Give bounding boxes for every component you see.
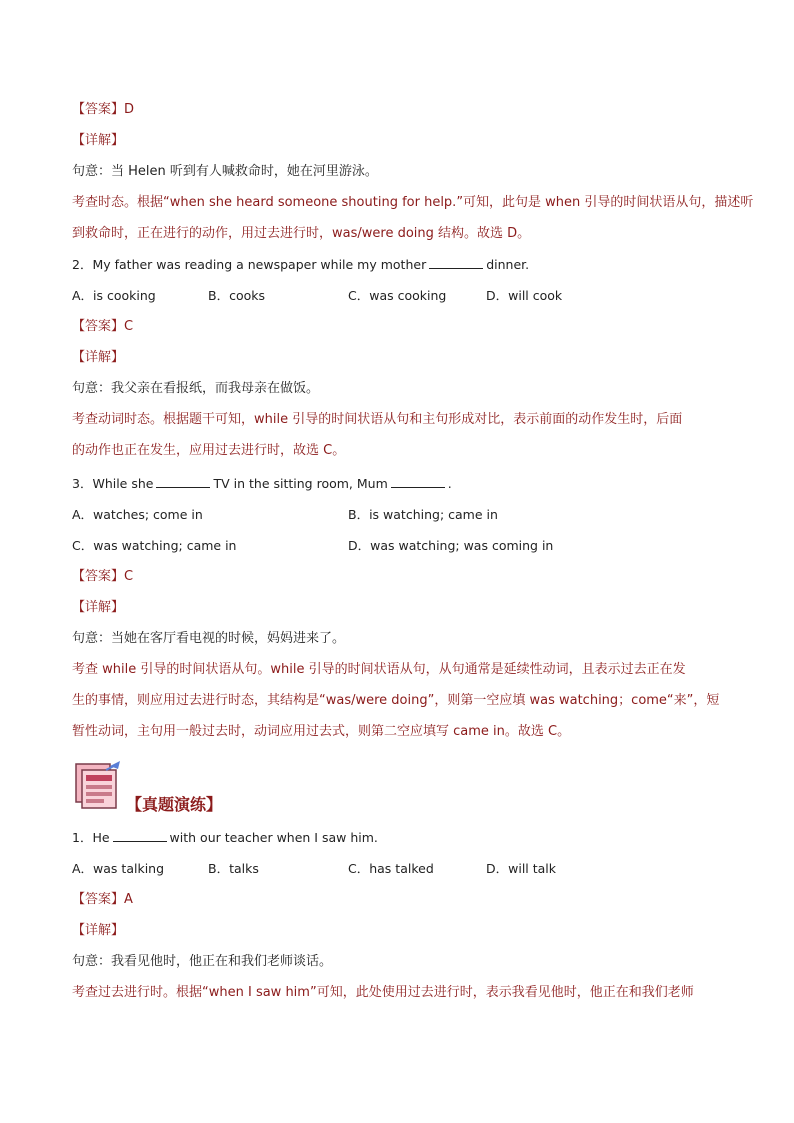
answer-blank [113, 829, 167, 842]
stem-text: 1．He [72, 830, 110, 845]
stem-text: with our teacher when I saw him. [169, 830, 378, 845]
option-d: D．will cook [486, 288, 563, 303]
stem-text: . [447, 476, 452, 491]
answer-label: 【答案】D [72, 102, 135, 117]
option-b: B．is watching; came in [348, 507, 498, 522]
stem-text: dinner. [486, 257, 530, 272]
answer-label: 【答案】C [72, 569, 134, 584]
analysis-line: 到救命时，正在进行的动作，用过去进行时，was/were doing 结构。故选 D。 [72, 226, 531, 241]
document-stack-icon [74, 760, 126, 812]
analysis-line: 考查过去进行时。根据“when I saw him”可知，此处使用过去进行时，表示我看见他时，他正在和我们老师 [72, 985, 694, 1000]
option-d: D．was watching; was coming in [348, 538, 554, 553]
question-stem [72, 829, 732, 847]
stem-text: 2．My father was reading a newspaper while my mother [72, 257, 427, 272]
option-a: A．is cooking [72, 288, 156, 303]
answer-label: 【答案】C [72, 319, 134, 334]
option-c: C．was cooking [348, 288, 447, 303]
analysis-line: 暂性动词，主句用一般过去时，动词应用过去式，则第二空应填写 came in。故选 C。 [72, 724, 571, 739]
analysis-line: 考查动词时态。根据题干可知，while 引导的时间状语从句和主句形成对比，表示前面的动作发生时，后面 [72, 412, 683, 427]
detail-label: 【详解】 [72, 923, 125, 938]
sentence-meaning: 句意：我看见他时，他正在和我们老师谈话。 [72, 954, 333, 969]
stem-text: 3．While she [72, 476, 154, 491]
question-stem [72, 475, 732, 493]
answer-blank [429, 256, 483, 269]
detail-label: 【详解】 [72, 350, 125, 365]
option-a: A．watches; come in [72, 507, 203, 522]
detail-label: 【详解】 [72, 133, 125, 148]
option-b: B．talks [208, 861, 259, 876]
question-stem [72, 256, 732, 274]
analysis-line: 生的事情，则应用过去进行时态，其结构是“was/were doing”，则第一空应填 was watching；come“来”，短 [72, 693, 720, 708]
detail-label: 【详解】 [72, 600, 125, 615]
sentence-meaning: 句意：当 Helen 听到有人喊救命时，她在河里游泳。 [72, 164, 378, 179]
answer-blank [391, 475, 445, 488]
option-d: D．will talk [486, 861, 557, 876]
analysis-line: 考查 while 引导的时间状语从句。while 引导的时间状语从句，从句通常是延续性动词，且表示过去正在发 [72, 662, 686, 677]
analysis-line: 的动作也正在发生，应用过去进行时，故选 C。 [72, 443, 346, 458]
section-title: 【真题演练】 [126, 795, 223, 814]
sentence-meaning: 句意：当她在客厅看电视的时候，妈妈进来了。 [72, 631, 346, 646]
option-b: B．cooks [208, 288, 265, 303]
option-c: C．has talked [348, 861, 434, 876]
option-a: A．was talking [72, 861, 165, 876]
answer-label: 【答案】A [72, 892, 133, 907]
stem-text: TV in the sitting room, Mum [213, 476, 388, 491]
analysis-line: 考查时态。根据“when she heard someone shouting for help.”可知，此句是 when 引导的时间状语从句，描述听 [72, 195, 754, 210]
answer-blank [156, 475, 210, 488]
sentence-meaning: 句意：我父亲在看报纸，而我母亲在做饭。 [72, 381, 320, 396]
option-c: C．was watching; came in [72, 538, 237, 553]
